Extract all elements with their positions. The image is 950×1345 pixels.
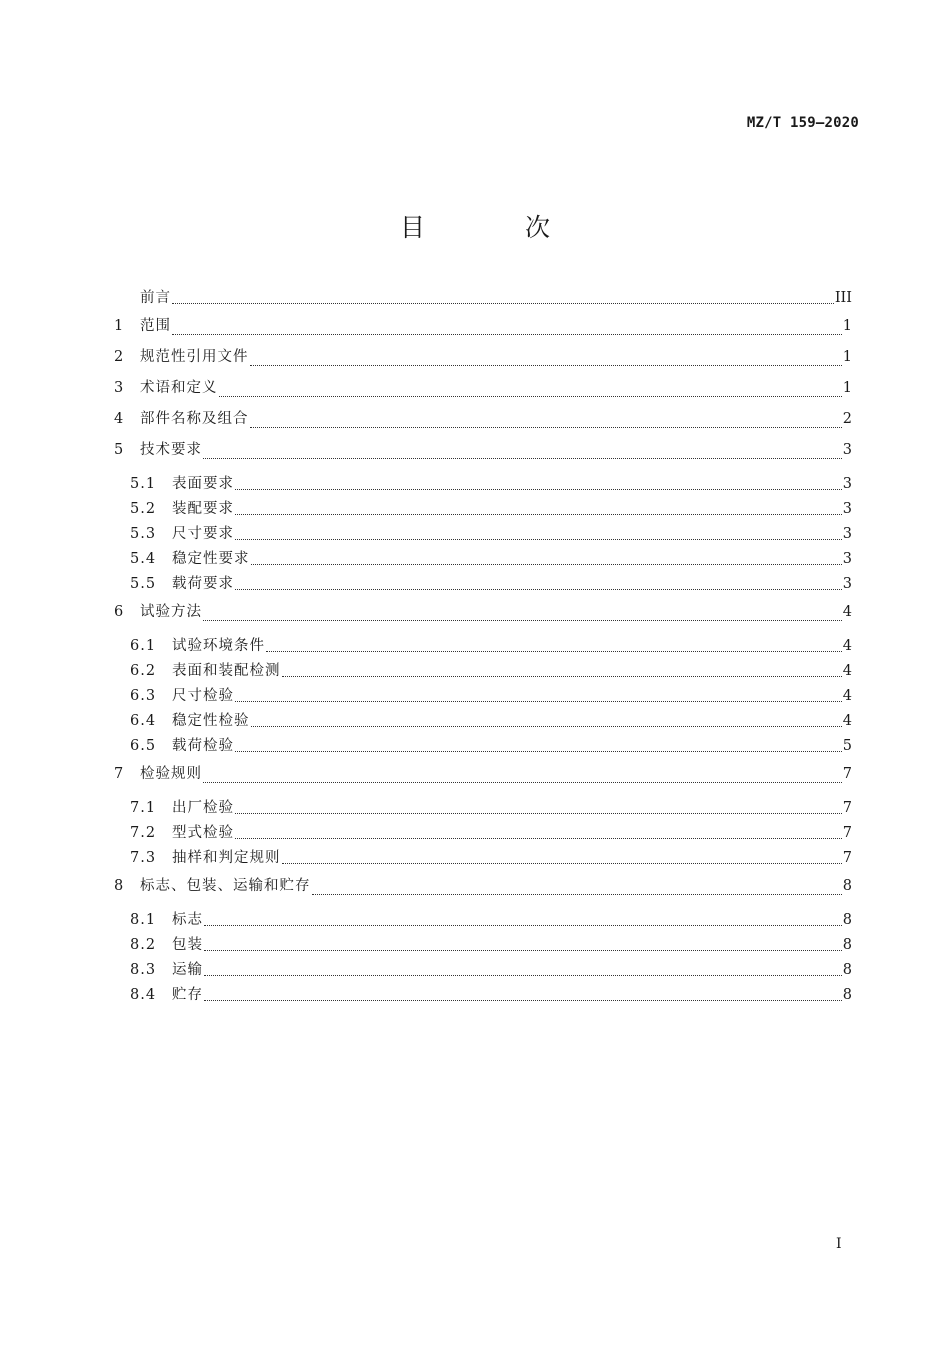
dot-leader bbox=[172, 333, 842, 335]
toc-entry-number: 5.1 bbox=[130, 476, 157, 492]
toc-entry-label: 稳定性检验 bbox=[172, 713, 250, 729]
toc-entry[interactable] bbox=[114, 342, 852, 373]
toc-entry-number: 7.3 bbox=[130, 850, 157, 866]
toc-entry-number: 7.1 bbox=[130, 800, 157, 816]
toc-entry[interactable] bbox=[114, 796, 852, 821]
dot-leader bbox=[250, 364, 842, 366]
toc-entry[interactable] bbox=[114, 472, 852, 497]
toc-entry-number: 4 bbox=[114, 411, 124, 427]
toc-entry-page: 3 bbox=[842, 526, 852, 542]
toc-entry-number: 5.3 bbox=[130, 526, 157, 542]
toc-entry-label: 贮存 bbox=[172, 987, 203, 1003]
dot-leader bbox=[282, 675, 842, 677]
toc-entry[interactable] bbox=[114, 311, 852, 342]
dot-leader bbox=[204, 999, 842, 1001]
toc-entry[interactable] bbox=[114, 497, 852, 522]
dot-leader bbox=[235, 837, 842, 839]
toc-entry-label: 标志 bbox=[172, 912, 203, 928]
toc-entry[interactable] bbox=[114, 522, 852, 547]
dot-leader bbox=[203, 619, 842, 621]
dot-leader bbox=[266, 650, 842, 652]
toc-entry[interactable] bbox=[114, 547, 852, 572]
toc-entry[interactable] bbox=[114, 572, 852, 597]
dot-leader bbox=[235, 538, 842, 540]
page-title: 目 次 bbox=[400, 213, 596, 242]
toc-entry-page: 1 bbox=[842, 318, 852, 334]
toc-entry-number: 8.2 bbox=[130, 937, 157, 953]
toc-entry-number: 5.2 bbox=[130, 501, 157, 517]
toc-entry-page: 1 bbox=[842, 349, 852, 365]
toc-entry-number: 2 bbox=[114, 349, 124, 365]
toc-entry-label: 表面要求 bbox=[172, 476, 234, 492]
toc-entry-label: 试验方法 bbox=[140, 604, 202, 620]
dot-leader bbox=[235, 812, 842, 814]
toc-entry-label: 标志、包装、运输和贮存 bbox=[140, 878, 311, 894]
toc-entry-page: 2 bbox=[842, 411, 852, 427]
toc-entry-page: 8 bbox=[842, 962, 852, 978]
toc-entry-label: 表面和装配检测 bbox=[172, 663, 281, 679]
toc-entry-number: 7 bbox=[114, 766, 124, 782]
toc-entry-label: 稳定性要求 bbox=[172, 551, 250, 567]
table-of-contents bbox=[114, 286, 852, 1008]
toc-entry-page: III bbox=[834, 290, 852, 306]
dot-leader bbox=[203, 781, 842, 783]
dot-leader bbox=[250, 426, 842, 428]
toc-entry-label: 载荷检验 bbox=[172, 738, 234, 754]
page-number: I bbox=[836, 1236, 842, 1252]
toc-entry-label: 检验规则 bbox=[140, 766, 202, 782]
toc-entry[interactable] bbox=[114, 821, 852, 846]
toc-entry-number: 5.4 bbox=[130, 551, 157, 567]
dot-leader bbox=[235, 488, 842, 490]
toc-entry-label: 范围 bbox=[140, 318, 171, 334]
toc-entry-page: 7 bbox=[842, 800, 852, 816]
toc-entry-number: 5 bbox=[114, 442, 124, 458]
dot-leader bbox=[235, 513, 842, 515]
toc-entry-page: 8 bbox=[842, 937, 852, 953]
toc-entry[interactable] bbox=[114, 759, 852, 790]
toc-entry-page: 5 bbox=[842, 738, 852, 754]
toc-entry-page: 7 bbox=[842, 766, 852, 782]
toc-entry-page: 3 bbox=[842, 551, 852, 567]
toc-entry[interactable] bbox=[114, 404, 852, 435]
toc-entry-page: 4 bbox=[842, 604, 852, 620]
toc-entry-page: 4 bbox=[842, 663, 852, 679]
toc-entry-number: 6 bbox=[114, 604, 124, 620]
toc-entry[interactable] bbox=[114, 435, 852, 466]
toc-entry-label: 尺寸要求 bbox=[172, 526, 234, 542]
toc-entry-label: 型式检验 bbox=[172, 825, 234, 841]
dot-leader bbox=[172, 302, 834, 304]
toc-entry-page: 4 bbox=[842, 638, 852, 654]
toc-entry-label: 试验环境条件 bbox=[172, 638, 265, 654]
toc-entry-page: 3 bbox=[842, 442, 852, 458]
dot-leader bbox=[235, 588, 842, 590]
toc-entry-page: 1 bbox=[842, 380, 852, 396]
toc-entry[interactable] bbox=[114, 597, 852, 628]
dot-leader bbox=[203, 457, 842, 459]
dot-leader bbox=[251, 563, 842, 565]
dot-leader bbox=[282, 862, 842, 864]
toc-entry[interactable] bbox=[114, 684, 852, 709]
toc-entry-label: 载荷要求 bbox=[172, 576, 234, 592]
toc-entry-page: 4 bbox=[842, 713, 852, 729]
toc-entry-number: 8.4 bbox=[130, 987, 157, 1003]
toc-entry-page: 3 bbox=[842, 576, 852, 592]
toc-entry-label: 尺寸检验 bbox=[172, 688, 234, 704]
toc-entry-label: 技术要求 bbox=[140, 442, 202, 458]
toc-entry-label: 部件名称及组合 bbox=[140, 411, 249, 427]
toc-entry-page: 3 bbox=[842, 476, 852, 492]
toc-entry-label: 包装 bbox=[172, 937, 203, 953]
toc-entry-label: 术语和定义 bbox=[140, 380, 218, 396]
toc-entry[interactable] bbox=[114, 634, 852, 659]
toc-entry[interactable] bbox=[114, 983, 852, 1008]
toc-entry[interactable] bbox=[114, 933, 852, 958]
dot-leader bbox=[204, 974, 842, 976]
toc-entry-page: 8 bbox=[842, 987, 852, 1003]
toc-entry-number: 6.3 bbox=[130, 688, 157, 704]
dot-leader bbox=[251, 725, 842, 727]
toc-entry-label: 规范性引用文件 bbox=[140, 349, 249, 365]
toc-entry-page: 4 bbox=[842, 688, 852, 704]
toc-entry[interactable] bbox=[114, 958, 852, 983]
toc-entry[interactable] bbox=[114, 709, 852, 734]
dot-leader bbox=[235, 750, 842, 752]
toc-entry[interactable] bbox=[114, 871, 852, 902]
toc-entry-number: 8.3 bbox=[130, 962, 157, 978]
toc-entry-number: 6.2 bbox=[130, 663, 157, 679]
toc-entry-label: 抽样和判定规则 bbox=[172, 850, 281, 866]
dot-leader bbox=[204, 924, 842, 926]
toc-entry-number: 8.1 bbox=[130, 912, 157, 928]
toc-entry-label: 装配要求 bbox=[172, 501, 234, 517]
toc-entry[interactable] bbox=[114, 734, 852, 759]
toc-entry-label: 出厂检验 bbox=[172, 800, 234, 816]
toc-entry-number: 6.1 bbox=[130, 638, 157, 654]
toc-entry[interactable] bbox=[114, 659, 852, 684]
toc-entry-number: 6.4 bbox=[130, 713, 157, 729]
toc-entry-number: 6.5 bbox=[130, 738, 157, 754]
toc-entry-label: 前言 bbox=[140, 290, 171, 306]
toc-entry-page: 7 bbox=[842, 850, 852, 866]
document-code: MZ/T 159—2020 bbox=[746, 115, 859, 131]
toc-entry-label: 运输 bbox=[172, 962, 203, 978]
toc-entry-number: 3 bbox=[114, 380, 124, 396]
toc-entry[interactable] bbox=[114, 373, 852, 404]
toc-entry-page: 3 bbox=[842, 501, 852, 517]
dot-leader bbox=[235, 700, 842, 702]
toc-entry-page: 7 bbox=[842, 825, 852, 841]
toc-entry-page: 8 bbox=[842, 912, 852, 928]
dot-leader bbox=[219, 395, 842, 397]
toc-entry[interactable] bbox=[114, 908, 852, 933]
toc-entry[interactable] bbox=[114, 286, 852, 311]
toc-entry-number: 8 bbox=[114, 878, 124, 894]
toc-entry[interactable] bbox=[114, 846, 852, 871]
toc-entry-number: 7.2 bbox=[130, 825, 157, 841]
toc-entry-page: 8 bbox=[842, 878, 852, 894]
toc-entry-number: 5.5 bbox=[130, 576, 157, 592]
dot-leader bbox=[204, 949, 842, 951]
toc-entry-number: 1 bbox=[114, 318, 124, 334]
dot-leader bbox=[312, 893, 842, 895]
